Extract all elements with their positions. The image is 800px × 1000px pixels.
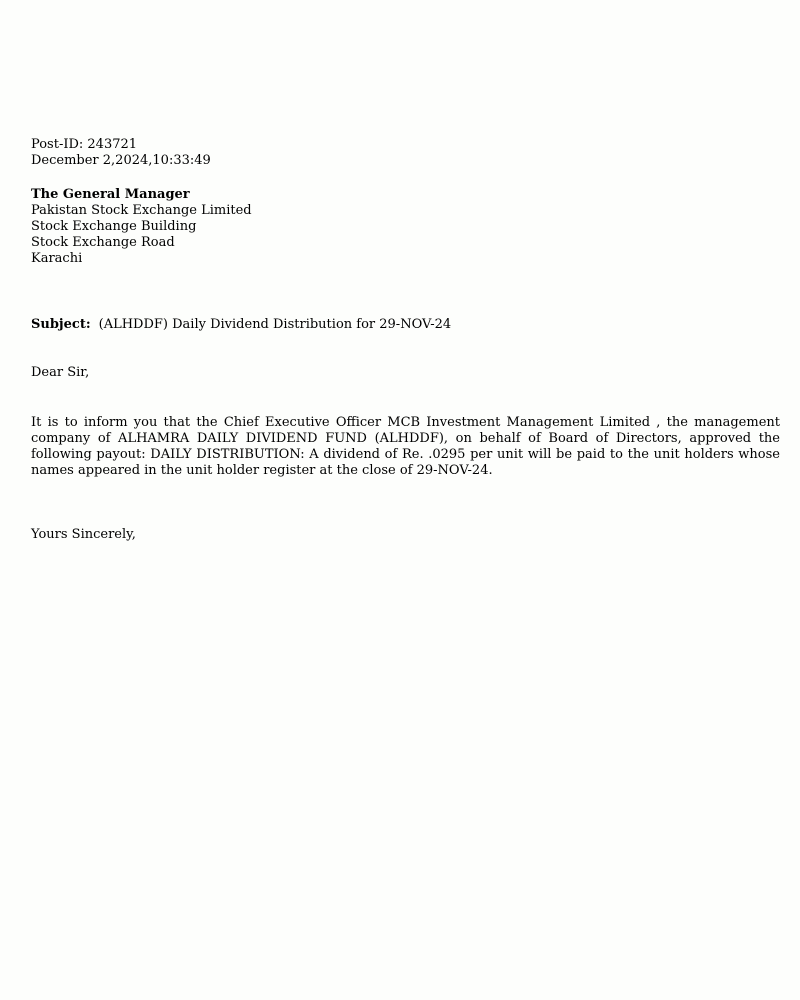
recipient-address-line: Stock Exchange Road bbox=[31, 235, 175, 250]
recipient-name: The General Manager bbox=[31, 187, 190, 202]
subject-text: (ALHDDF) Daily Dividend Distribution for 29-NOV-24 bbox=[98, 317, 452, 332]
salutation: Dear Sir, bbox=[31, 365, 90, 380]
recipient-address-line: Karachi bbox=[31, 251, 83, 266]
body-paragraph: It is to inform you that the Chief Executive Officer MCB Investment Management Limited , the management company of ALHAMRA DAILY DIVIDEND FUND (ALHDDF), on behalf of Board of Directors, approved the following payout: DAILY DISTRIBUTION: A dividend of Re. .0295 per unit will be paid to the unit holders whose names appeared in the unit holder register at the close of 29-NOV-24. bbox=[31, 415, 780, 478]
recipient-address-line: Pakistan Stock Exchange Limited bbox=[31, 203, 252, 218]
closing: Yours Sincerely, bbox=[31, 527, 136, 542]
meta-block bbox=[31, 137, 780, 169]
subject-line bbox=[31, 317, 780, 333]
recipient-address-line: Stock Exchange Building bbox=[31, 219, 197, 234]
recipient-address bbox=[31, 187, 780, 267]
datetime: December 2,2024,10:33:49 bbox=[31, 153, 211, 168]
subject-label: Subject: bbox=[31, 317, 91, 332]
post-id: Post-ID: 243721 bbox=[31, 137, 138, 152]
